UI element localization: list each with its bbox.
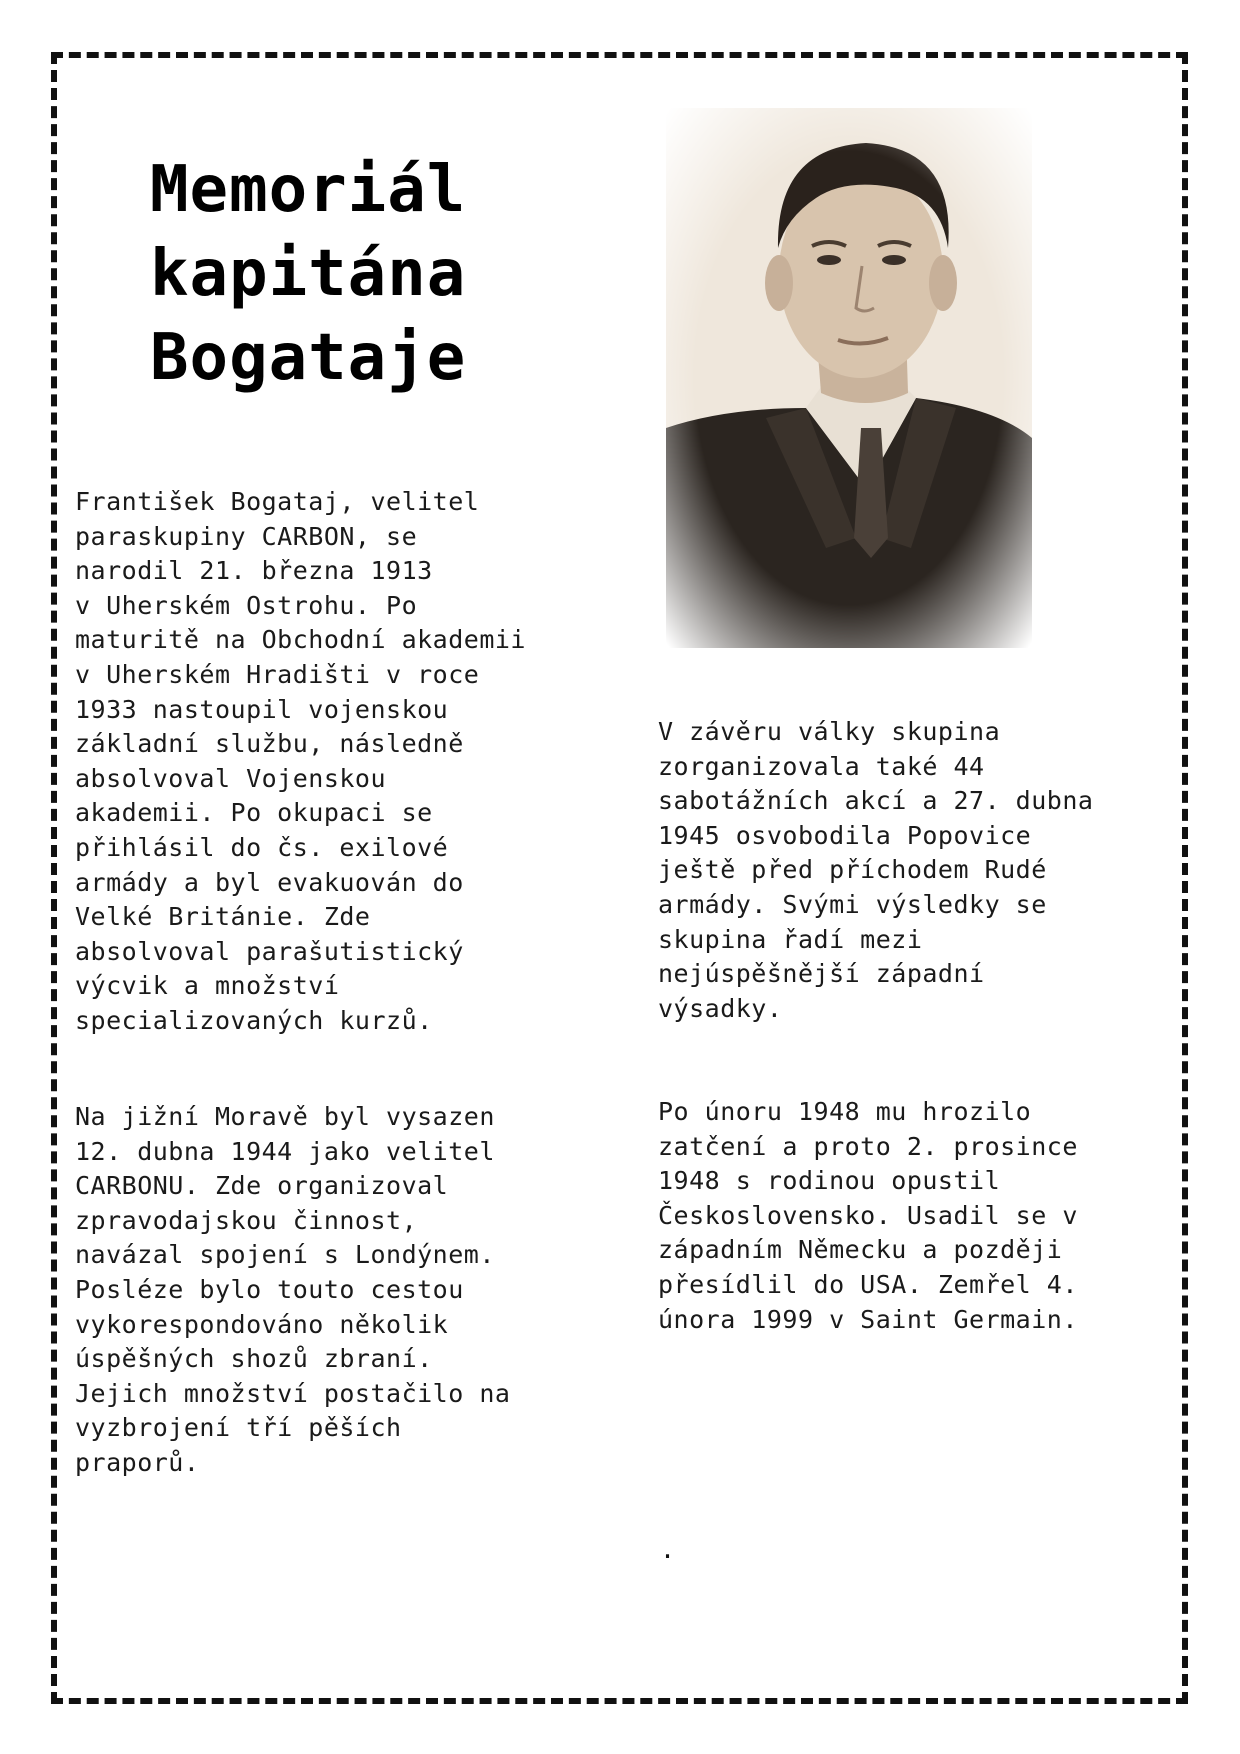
bio-paragraph-exile: Po únoru 1948 mu hrozilo zatčení a proto 2. prosince 1948 s rodinou opustil Československo. Usadil se v západním Německu a později přesídlil do USA. Zemřel 4. února 1999 v Saint Germain.	[658, 1097, 1078, 1334]
bio-paragraph-carbon-moravia: Na jižní Moravě byl vysazen 12. dubna 1944 jako velitel CARBONU. Zde organizoval zpravodajskou činnost, navázal spojení s Londýnem. Posléze bylo touto cestou vykorespondováno několik úspěšných shozů zbraní. Jejich množství postačilo na vyzbrojení tří pěších praporů.	[75, 1102, 511, 1477]
page-title	[150, 148, 570, 400]
title-line-1: Memoriál	[150, 153, 467, 227]
title-line-3: Bogataje	[150, 321, 467, 395]
title-line-2: kapitána	[150, 237, 467, 311]
portrait-photo	[666, 108, 1032, 648]
bio-paragraph-early-life: František Bogataj, velitel paraskupiny CARBON, se narodil 21. března 1913 v Uherském Ostrohu. Po maturitě na Obchodní akademii v Uherském Hradišti v roce 1933 nastoupil vojenskou základní službu, následně absolvoval Vojenskou akademii. Po okupaci se přihlásil do čs. exilové armády a byl evakuován do Velké Británie. Zde absolvoval parašutistický výcvik a množství specializovaných kurzů.	[75, 487, 526, 1035]
trailing-dot: .	[660, 1535, 676, 1564]
bio-paragraph-end-of-war: V závěru války skupina zorganizovala také 44 sabotážních akcí a 27. dubna 1945 osvobodila Popovice ještě před příchodem Rudé armády. Svými výsledky se skupina řadí mezi nejúspěšnější západní výsadky.	[658, 717, 1094, 1023]
